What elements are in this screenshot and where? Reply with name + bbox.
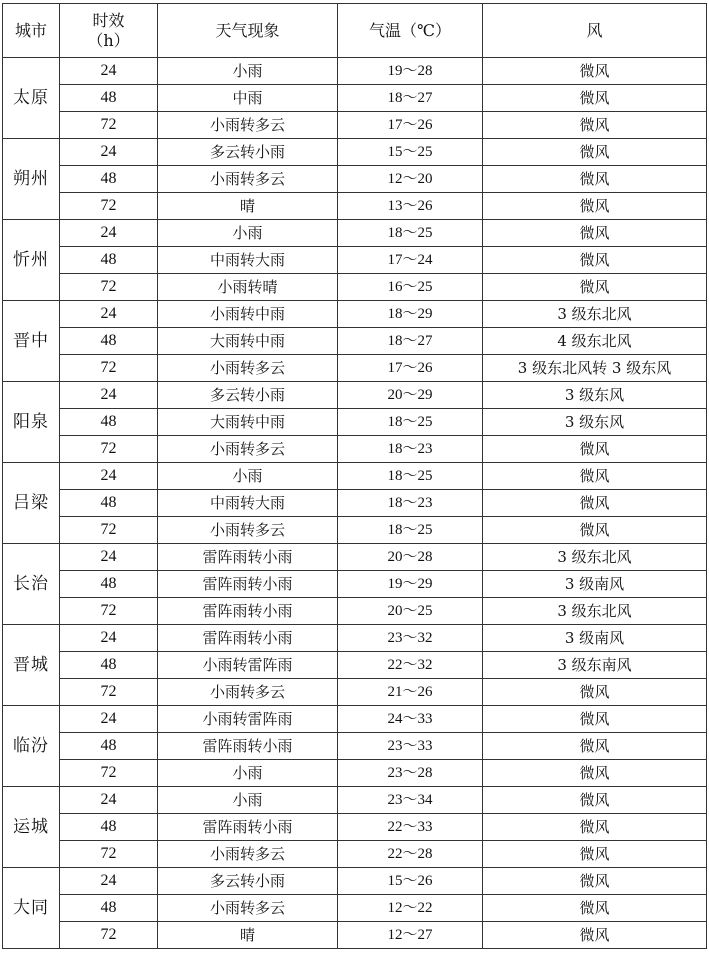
temperature-range-cell: 20～25: [338, 598, 483, 625]
weather-phenomenon-cell: 小雨转晴: [158, 274, 338, 301]
forecast-hours-cell: 48: [60, 490, 158, 517]
forecast-hours-cell: 24: [60, 58, 158, 85]
temperature-range-cell: 18～25: [338, 220, 483, 247]
table-row: [3, 922, 707, 949]
header-city: 城市: [3, 4, 60, 58]
table-row: [3, 58, 707, 85]
table-body: [3, 58, 707, 949]
weather-phenomenon-cell: 小雨转雷阵雨: [158, 652, 338, 679]
temperature-range-cell: 23～28: [338, 760, 483, 787]
city-name-cell: 阳泉: [3, 382, 60, 463]
wind-cell: 微风: [483, 112, 707, 139]
wind-cell: 微风: [483, 58, 707, 85]
forecast-hours-cell: 72: [60, 841, 158, 868]
temperature-range-cell: 15～26: [338, 868, 483, 895]
weather-phenomenon-cell: 中雨: [158, 85, 338, 112]
table-row: [3, 706, 707, 733]
temperature-range-cell: 18～23: [338, 436, 483, 463]
weather-phenomenon-cell: 小雨转多云: [158, 679, 338, 706]
wind-cell: 微风: [483, 868, 707, 895]
wind-cell: 3 级东北风转 3 级东风: [483, 355, 707, 382]
city-name-cell: 运城: [3, 787, 60, 868]
weather-phenomenon-cell: 小雨: [158, 220, 338, 247]
forecast-hours-cell: 24: [60, 787, 158, 814]
forecast-hours-cell: 72: [60, 517, 158, 544]
table-header: [3, 4, 707, 58]
forecast-hours-cell: 72: [60, 436, 158, 463]
table-row: [3, 490, 707, 517]
wind-cell: 微风: [483, 85, 707, 112]
forecast-hours-cell: 48: [60, 166, 158, 193]
weather-phenomenon-cell: 雷阵雨转小雨: [158, 598, 338, 625]
weather-phenomenon-cell: 晴: [158, 922, 338, 949]
forecast-hours-cell: 72: [60, 112, 158, 139]
forecast-hours-cell: 72: [60, 193, 158, 220]
wind-cell: 4 级东北风: [483, 328, 707, 355]
temperature-range-cell: 12～22: [338, 895, 483, 922]
city-name-cell: 朔州: [3, 139, 60, 220]
city-name-cell: 临汾: [3, 706, 60, 787]
wind-cell: 微风: [483, 922, 707, 949]
wind-cell: 微风: [483, 463, 707, 490]
forecast-hours-cell: 72: [60, 922, 158, 949]
table-row: [3, 841, 707, 868]
forecast-hours-cell: 24: [60, 868, 158, 895]
table-row: [3, 868, 707, 895]
forecast-hours-cell: 48: [60, 571, 158, 598]
table-row: [3, 328, 707, 355]
table-row: [3, 355, 707, 382]
wind-cell: 3 级东北风: [483, 598, 707, 625]
table-row: [3, 544, 707, 571]
header-temperature: 气温（℃）: [338, 4, 483, 58]
weather-phenomenon-cell: 晴: [158, 193, 338, 220]
temperature-range-cell: 22～32: [338, 652, 483, 679]
table-row: [3, 652, 707, 679]
forecast-hours-cell: 72: [60, 274, 158, 301]
temperature-range-cell: 18～27: [338, 85, 483, 112]
temperature-range-cell: 22～33: [338, 814, 483, 841]
table-row: [3, 760, 707, 787]
wind-cell: 3 级南风: [483, 625, 707, 652]
wind-cell: 微风: [483, 895, 707, 922]
weather-phenomenon-cell: 中雨转大雨: [158, 247, 338, 274]
wind-cell: 微风: [483, 220, 707, 247]
weather-phenomenon-cell: 小雨转多云: [158, 841, 338, 868]
temperature-range-cell: 21～26: [338, 679, 483, 706]
table-row: [3, 112, 707, 139]
weather-phenomenon-cell: 小雨转多云: [158, 112, 338, 139]
weather-phenomenon-cell: 多云转小雨: [158, 139, 338, 166]
table-row: [3, 517, 707, 544]
weather-phenomenon-cell: 多云转小雨: [158, 382, 338, 409]
table-row: [3, 274, 707, 301]
table-row: [3, 382, 707, 409]
forecast-hours-cell: 48: [60, 814, 158, 841]
city-name-cell: 晋中: [3, 301, 60, 382]
table-row: [3, 166, 707, 193]
city-name-cell: 吕梁: [3, 463, 60, 544]
table-row: [3, 139, 707, 166]
temperature-range-cell: 18～25: [338, 517, 483, 544]
weather-phenomenon-cell: 雷阵雨转小雨: [158, 733, 338, 760]
temperature-range-cell: 24～33: [338, 706, 483, 733]
city-name-cell: 太原: [3, 58, 60, 139]
forecast-hours-cell: 48: [60, 328, 158, 355]
temperature-range-cell: 18～25: [338, 409, 483, 436]
weather-phenomenon-cell: 小雨转多云: [158, 517, 338, 544]
table-row: [3, 220, 707, 247]
weather-phenomenon-cell: 大雨转中雨: [158, 409, 338, 436]
wind-cell: 3 级东南风: [483, 652, 707, 679]
forecast-hours-cell: 72: [60, 355, 158, 382]
table-row: [3, 193, 707, 220]
city-name-cell: 晋城: [3, 625, 60, 706]
temperature-range-cell: 19～29: [338, 571, 483, 598]
wind-cell: 微风: [483, 193, 707, 220]
wind-cell: 3 级东风: [483, 409, 707, 436]
forecast-hours-cell: 48: [60, 409, 158, 436]
table-row: [3, 301, 707, 328]
temperature-range-cell: 17～24: [338, 247, 483, 274]
weather-phenomenon-cell: 大雨转中雨: [158, 328, 338, 355]
temperature-range-cell: 17～26: [338, 112, 483, 139]
header-weather: 天气现象: [158, 4, 338, 58]
table-row: [3, 85, 707, 112]
wind-cell: 微风: [483, 814, 707, 841]
temperature-range-cell: 23～33: [338, 733, 483, 760]
table-row: [3, 625, 707, 652]
wind-cell: 微风: [483, 706, 707, 733]
temperature-range-cell: 12～20: [338, 166, 483, 193]
temperature-range-cell: 18～27: [338, 328, 483, 355]
forecast-hours-cell: 48: [60, 733, 158, 760]
weather-phenomenon-cell: 小雨: [158, 58, 338, 85]
temperature-range-cell: 18～29: [338, 301, 483, 328]
temperature-range-cell: 19～28: [338, 58, 483, 85]
forecast-hours-cell: 72: [60, 760, 158, 787]
temperature-range-cell: 12～27: [338, 922, 483, 949]
temperature-range-cell: 17～26: [338, 355, 483, 382]
forecast-hours-cell: 48: [60, 247, 158, 274]
city-name-cell: 忻州: [3, 220, 60, 301]
table-row: [3, 409, 707, 436]
forecast-hours-cell: 24: [60, 625, 158, 652]
wind-cell: 3 级东风: [483, 382, 707, 409]
forecast-hours-cell: 72: [60, 598, 158, 625]
weather-phenomenon-cell: 多云转小雨: [158, 868, 338, 895]
city-name-cell: 长治: [3, 544, 60, 625]
forecast-hours-cell: 24: [60, 544, 158, 571]
table-row: [3, 436, 707, 463]
wind-cell: 微风: [483, 787, 707, 814]
temperature-range-cell: 15～25: [338, 139, 483, 166]
forecast-hours-cell: 48: [60, 85, 158, 112]
city-name-cell: 大同: [3, 868, 60, 949]
forecast-hours-cell: 72: [60, 679, 158, 706]
wind-cell: 微风: [483, 841, 707, 868]
forecast-hours-cell: 24: [60, 382, 158, 409]
wind-cell: 微风: [483, 760, 707, 787]
temperature-range-cell: 18～25: [338, 463, 483, 490]
table-row: [3, 571, 707, 598]
forecast-hours-cell: 24: [60, 139, 158, 166]
table-row: [3, 814, 707, 841]
temperature-range-cell: 20～28: [338, 544, 483, 571]
header-row: [3, 4, 707, 58]
temperature-range-cell: 23～34: [338, 787, 483, 814]
table-row: [3, 463, 707, 490]
table-row: [3, 598, 707, 625]
table-row: [3, 247, 707, 274]
weather-forecast-table: [2, 3, 707, 949]
wind-cell: 微风: [483, 247, 707, 274]
weather-phenomenon-cell: 雷阵雨转小雨: [158, 814, 338, 841]
header-hours: [60, 4, 158, 58]
wind-cell: 3 级南风: [483, 571, 707, 598]
temperature-range-cell: 13～26: [338, 193, 483, 220]
forecast-hours-cell: 24: [60, 463, 158, 490]
weather-phenomenon-cell: 小雨: [158, 787, 338, 814]
wind-cell: 微风: [483, 679, 707, 706]
header-hours-label: 时效（h）: [87, 10, 130, 50]
weather-phenomenon-cell: 小雨转多云: [158, 436, 338, 463]
temperature-range-cell: 23～32: [338, 625, 483, 652]
forecast-hours-cell: 24: [60, 220, 158, 247]
forecast-hours-cell: 24: [60, 706, 158, 733]
weather-phenomenon-cell: 小雨转多云: [158, 355, 338, 382]
table-row: [3, 733, 707, 760]
wind-cell: 3 级东北风: [483, 544, 707, 571]
weather-phenomenon-cell: 小雨: [158, 463, 338, 490]
temperature-range-cell: 20～29: [338, 382, 483, 409]
wind-cell: 微风: [483, 436, 707, 463]
forecast-hours-cell: 24: [60, 301, 158, 328]
wind-cell: 微风: [483, 517, 707, 544]
temperature-range-cell: 22～28: [338, 841, 483, 868]
weather-phenomenon-cell: 中雨转大雨: [158, 490, 338, 517]
wind-cell: 微风: [483, 139, 707, 166]
wind-cell: 微风: [483, 733, 707, 760]
weather-phenomenon-cell: 小雨: [158, 760, 338, 787]
temperature-range-cell: 18～23: [338, 490, 483, 517]
weather-phenomenon-cell: 小雨转雷阵雨: [158, 706, 338, 733]
weather-phenomenon-cell: 小雨转多云: [158, 166, 338, 193]
wind-cell: 3 级东北风: [483, 301, 707, 328]
header-wind: 风: [483, 4, 707, 58]
temperature-range-cell: 16～25: [338, 274, 483, 301]
forecast-hours-cell: 48: [60, 652, 158, 679]
weather-phenomenon-cell: 雷阵雨转小雨: [158, 625, 338, 652]
weather-phenomenon-cell: 雷阵雨转小雨: [158, 544, 338, 571]
wind-cell: 微风: [483, 166, 707, 193]
weather-phenomenon-cell: 雷阵雨转小雨: [158, 571, 338, 598]
weather-phenomenon-cell: 小雨转多云: [158, 895, 338, 922]
wind-cell: 微风: [483, 490, 707, 517]
forecast-hours-cell: 48: [60, 895, 158, 922]
table-row: [3, 679, 707, 706]
weather-phenomenon-cell: 小雨转中雨: [158, 301, 338, 328]
table-row: [3, 787, 707, 814]
table-row: [3, 895, 707, 922]
wind-cell: 微风: [483, 274, 707, 301]
